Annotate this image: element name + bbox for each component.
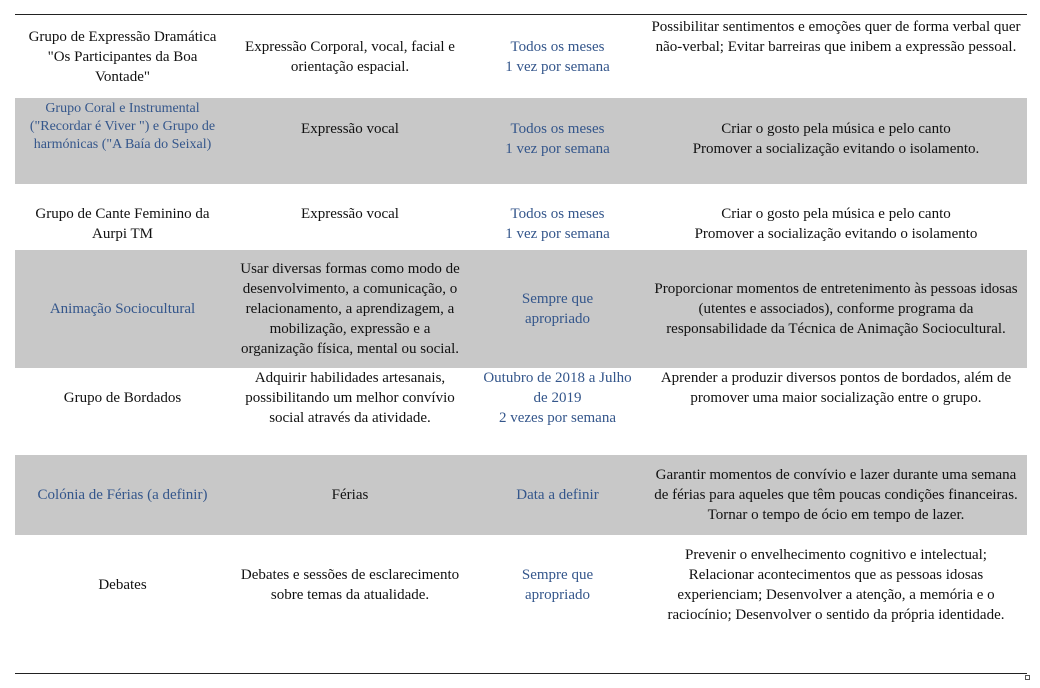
objectives-cell [645,98,1027,184]
group-cell [15,15,230,98]
area-cell [230,184,470,250]
frequency-cell [470,368,645,455]
objectives-cell [645,368,1027,455]
area-text: Adquirir habilidades artesanais, possibilitando um melhor convívio social através da atividade. [245,370,455,426]
area-text: Expressão Corporal, vocal, facial e orientação espacial. [245,38,455,75]
objectives-text: Aprender a produzir diversos pontos de bordados, além de promover uma maior socialização entre o grupo. [660,370,1012,406]
objectives-text: Possibilitar sentimentos e emoções quer de forma verbal quer não-verbal; Evitar barreiras que inibem a expressão pessoal. [651,19,1021,55]
frequency-cell [470,184,645,250]
area-text: Debates e sessões de esclarecimento sobre temas da atualidade. [240,567,460,603]
group-name: Grupo de Bordados [63,390,182,406]
table-bottom-rule [15,673,1027,674]
area-cell [230,535,470,635]
group-cell [15,368,230,455]
objectives-cell [645,184,1027,250]
cell-end-marker [1025,675,1030,680]
group-name: Animação Sociocultural [49,301,196,317]
group-name: Debates [98,577,147,593]
area-cell [230,98,470,184]
area-text: Usar diversas formas como modo de desenvolvimento, a comunicação, o relacionamento, a aprendizagem, a mobilização, expressão e a organização física, mental ou social. [240,261,460,357]
area-text: Expressão vocal [301,206,399,222]
table-row [15,15,1027,98]
objectives-text: Criar o gosto pela música e pelo canto Promover a socialização evitando o isolamento. [692,121,980,157]
group-cell [15,98,230,184]
frequency-cell [470,250,645,368]
frequency-cell [470,535,645,635]
frequency-text: Todos os meses 1 vez por semana [505,206,610,242]
frequency-text: Todos os meses 1 vez por semana [505,121,610,157]
objectives-cell [645,250,1027,368]
area-cell [230,15,470,98]
objectives-cell [645,535,1027,635]
table-row [15,535,1027,635]
group-cell [15,455,230,535]
table-row [15,184,1027,250]
objectives-text: Prevenir o envelhecimento cognitivo e intelectual; Relacionar acontecimentos que as pessoas idosas experienciam; Desenvolver a atenção, a memória e o raciocínio; Desenvolver o sentido da própria identidade. [667,547,1005,623]
table-row [15,368,1027,455]
area-cell [230,368,470,455]
frequency-text: Outubro de 2018 a Julho de 2019 2 vezes por semana [483,370,632,426]
table-row [15,250,1027,368]
objectives-text: Garantir momentos de convívio e lazer durante uma semana de férias para aqueles que têm poucas condições financeiras. Tornar o tempo de ócio em tempo de lazer. [654,467,1018,523]
area-text: Expressão vocal [301,121,399,137]
frequency-text: Sempre que apropriado [521,291,594,327]
objectives-text: Criar o gosto pela música e pelo canto Promover a socialização evitando o isolamento [694,206,978,242]
group-name: Colónia de Férias (a definir) [37,487,208,503]
group-cell [15,535,230,635]
frequency-text: Sempre que apropriado [521,567,594,603]
objectives-text: Proporcionar momentos de entretenimento às pessoas idosas (utentes e associados), conforme programa da responsabilidade da Técnica de Animação Sociocultural. [654,281,1018,337]
area-cell [230,250,470,368]
table-row [15,98,1027,184]
table-row [15,455,1027,535]
frequency-cell [470,15,645,98]
group-cell [15,250,230,368]
group-name: Grupo de Expressão Dramática "Os Participantes da Boa Vontade" [28,28,217,85]
group-name: Grupo de Cante Feminino da Aurpi TM [35,206,210,242]
objectives-cell [645,455,1027,535]
frequency-cell [470,455,645,535]
frequency-cell [470,98,645,184]
frequency-text: Todos os meses 1 vez por semana [505,38,610,75]
group-cell [15,184,230,250]
group-name: Grupo Coral e Instrumental ("Recordar é Viver ") e Grupo de harmónicas ("A Baía do Seixal) [29,101,216,152]
area-text: Férias [331,487,369,503]
frequency-text: Data a definir [516,487,599,503]
objectives-cell [645,15,1027,98]
area-cell [230,455,470,535]
